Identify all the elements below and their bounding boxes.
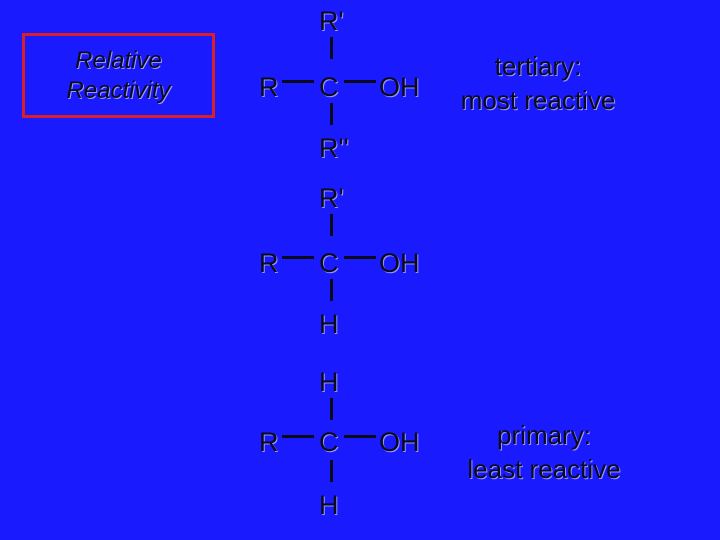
note-primary-line-2: least reactive [467,454,621,484]
relative-reactivity-title-box [22,33,215,118]
atom-right: OH [379,72,420,102]
bond-left [282,435,314,438]
atom-bottom: H [319,490,339,520]
atom-bottom: H [319,309,339,339]
bond-bottom [330,103,333,125]
note-tertiary-line-2: most reactive [460,85,616,115]
atom-top: R' [319,183,344,213]
atom-right: OH [379,427,420,457]
atom-left: R [259,72,279,102]
atom-top: H [319,367,339,397]
bond-top [330,37,333,59]
bond-right [344,435,376,438]
atom-top: R' [319,6,344,36]
note-tertiary-line-1: tertiary: [494,51,582,81]
bond-bottom [330,279,333,301]
atom-center: C [319,427,339,457]
atom-center: C [319,248,339,278]
atom-left: R [259,427,279,457]
bond-left [282,256,314,259]
bond-top [330,398,333,420]
bond-right [344,80,376,83]
atom-left: R [259,248,279,278]
note-primary-line-1: primary: [497,420,591,450]
bond-left [282,80,314,83]
atom-center: C [319,72,339,102]
bond-right [344,256,376,259]
atom-bottom: R'' [319,133,349,163]
bond-top [330,214,333,236]
title-line-2: Reactivity [66,76,171,104]
bond-bottom [330,460,333,482]
atom-right: OH [379,248,420,278]
title-line-1: Relative [75,46,162,74]
